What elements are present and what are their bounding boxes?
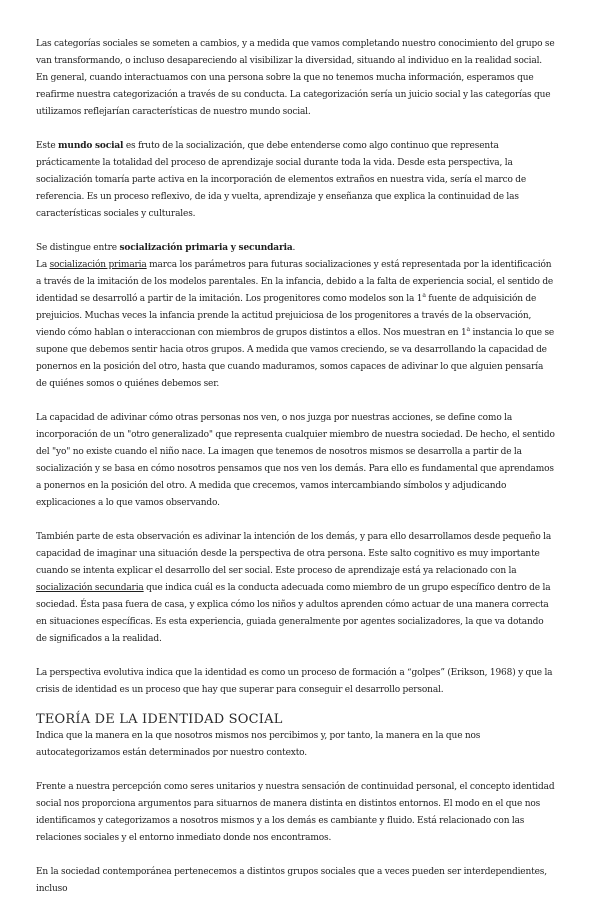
document-body [36,36,556,898]
paragraph-otro-generalizado: La capacidad de adivinar cómo otras personas nos ven, o nos juzga por nuestras acciones, se define como la incorporación de un "otro generalizado" que representa cualquier miembro de nuestra sociedad. De hecho, el sentido del "yo" no existe cuando el niño nace. La imagen que tenemos de nosotros mismos se desarrolla a partir de la socialización y se basa en cómo nosotros pensamos que nos ven los demás. Para ello es fundamental que aprendamos a ponernos en la posición del otro. A medida que crecemos, vamos intercambiando símbolos y adjudicando explicaciones a lo que vamos observando. [36,413,555,508]
link-socializacion-primaria[interactable]: socialización primaria [49,260,147,270]
text-segment: La [36,260,50,270]
bold-term-mundo-social: mundo social [58,141,124,151]
paragraph-socializacion-primaria [36,257,556,393]
paragraph-socializacion-secundaria [36,529,556,648]
paragraph-categorias: Las categorías sociales se someten a cambios, y a medida que vamos completando nuestro conocimiento del grupo se van transformando, o incluso desapareciendo al visibilizar la diversidad, situando al individuo en la realidad social. En general, cuando interactuamos con una persona sobre la que no tenemos mucha información, esperamos que reafirme nuestra categorización a través de su conducta. La categorización sería un juicio social y las categorías que utilizamos reflejarían características de nuestro mundo social. [36,39,555,117]
text-segment: Este [36,141,59,151]
paragraph-perspectiva-evolutiva: La perspectiva evolutiva indica que la identidad es como un proceso de formación a “golpes” (Erikson, 1968) y que la crisis de identidad es un proceso que hay que superar para conseguir el desarrollo personal. [36,668,553,695]
paragraph-indica: Indica que la manera en la que nosotros mismos nos percibimos y, por tanto, la manera en la que nos autocategorizamos están determinados por nuestro contexto. [36,731,481,758]
text-segment: marca los parámetros para futuras socializaciones y está representada por la identificación a través de la imitación de los modelos parentales. En la infancia, debido a la falta de experiencia social, el sentido de identidad se desarrolló a partir de la imitación. Los progenitores como modelos son la 1 [36,260,554,304]
text-segment: También parte de esta observación es adivinar la intención de los demás, y para ello desarrollamos desde pequeño la capacidad de imaginar una situación desde la perspectiva de otra persona. Este salto cognitivo es muy importante cuando se intenta explicar el desarrollo del ser social. Este proceso de aprendizaje está ya relacionado con la [36,532,552,576]
text-segment: fuente de adquisición de prejuicios. Muchas veces la infancia prende la actitud prejuiciosa de los progenitores a través de la observación, viendo cómo hablan o interaccionan con miembros de grupos distintos a ellos. Nos muestran en 1 [36,294,537,338]
section-heading: TEORÍA DE LA IDENTIDAD SOCIAL [36,712,283,727]
text-segment: que indica cuál es la conducta adecuada como miembro de un grupo específico dentro de la sociedad. Ésta pasa fuera de casa, y explica cómo los niños y adultos aprenden cómo actuar de una manera correcta en situaciones específicas. Es esta experiencia, guiada generalmente por agentes socializadores, la que va dotando de significados a la realidad. [36,583,551,644]
text-segment: . [292,243,296,253]
ordinal-superscript: a [466,326,470,333]
text-segment: Se distingue entre [36,243,120,253]
bold-term-socializacion: socialización primaria y secundaria [119,243,293,253]
paragraph-sociedad-contemporanea: En la sociedad contemporánea pertenecemos a distintos grupos sociales que a veces pueden ser interdependientes, incluso [36,867,547,894]
text-segment: instancia lo que se supone que debemos sentir hacia otros grupos. A medida que vamos creciendo, se va desarrollando la capacidad de ponernos en la posición del otro, hasta que cuando maduramos, somos capaces de adivinar lo que alguien pensaría de quiénes somos o quiénes debemos ser. [36,328,555,389]
text-segment: es fruto de la socialización, que debe entenderse como algo continuo que representa prácticamente la totalidad del proceso de aprendizaje social durante toda la vida. Desde esta perspectiva, la socialización tomaría parte activa en la incorporación de elementos extraños en nuestra vida, sería el marco de referencia. Es un proceso reflexivo, de ida y vuelta, aprendizaje y enseñanza que explica la continuidad de las características sociales y culturales. [36,141,527,219]
paragraph-identidad-social: Frente a nuestra percepción como seres unitarios y nuestra sensación de continuidad personal, el concepto identidad social nos proporciona argumentos para situarnos de manera distinta en distintos entornos. El modo en el que nos identificamos y categorizamos a nosotros mismos y a los demás es cambiante y fluido. Está relacionado con las relaciones sociales y el entorno inmediato donde nos encontramos. [36,782,555,843]
ordinal-superscript: a [422,292,426,299]
paragraph-distinction [36,240,556,257]
paragraph-mundo-social [36,138,556,223]
link-socializacion-secundaria[interactable]: socialización secundaria [36,583,144,593]
